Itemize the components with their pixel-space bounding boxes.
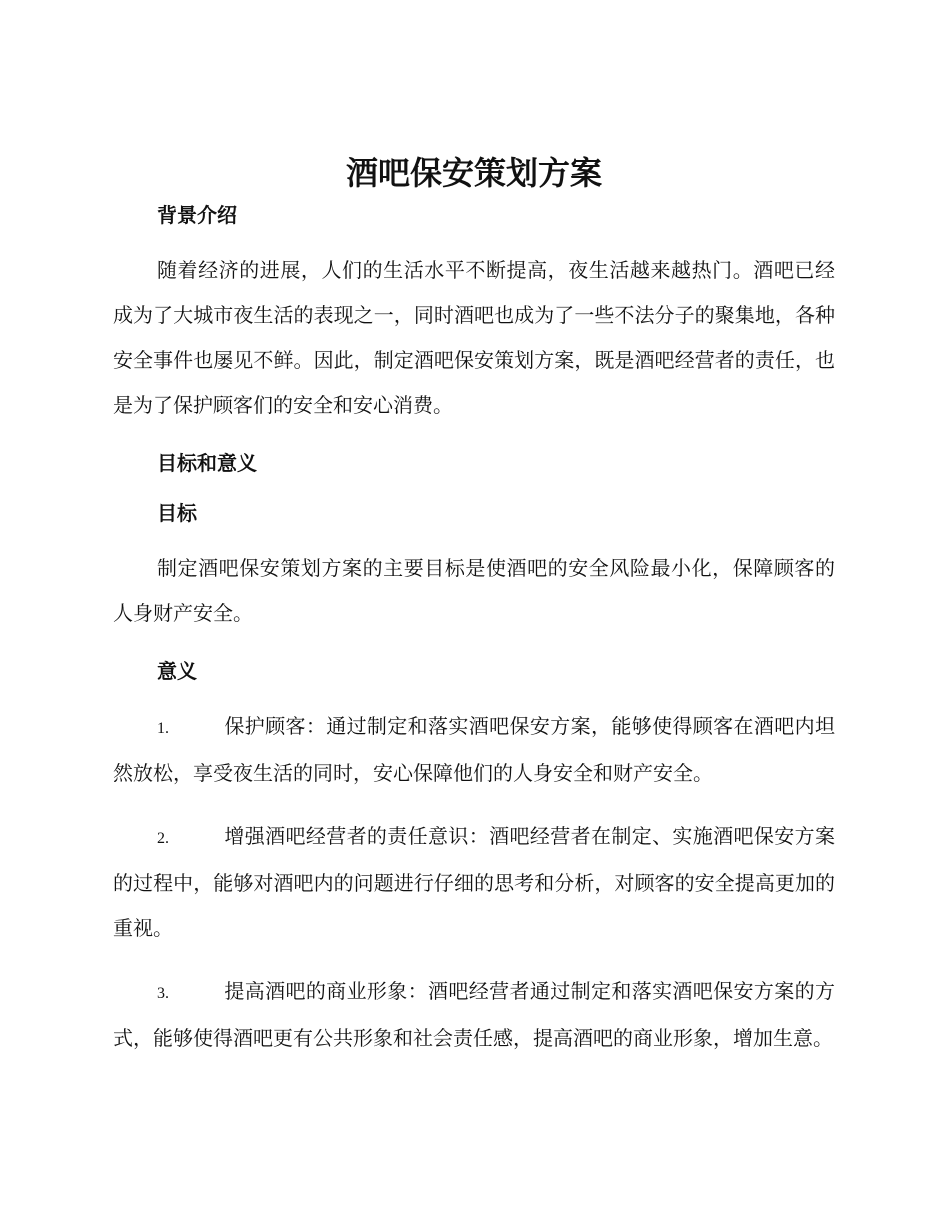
- spacer: [113, 636, 835, 656]
- document-page: [113, 150, 835, 1061]
- spacer: [113, 478, 835, 498]
- spacer: [113, 230, 835, 248]
- paragraph-background: 随着经济的进展，人们的生活水平不断提高，夜生活越来越热门。酒吧已经成为了大城市夜生活的表现之一，同时酒吧也成为了一些不法分子的聚集地，各种安全事件也屡见不鲜。因此，制定酒吧保安策划方案，既是酒吧经营者的责任，也是为了保护顾客们的安全和安心消费。: [113, 258, 835, 417]
- heading-goal: 目标: [157, 501, 197, 525]
- list-item-2: [113, 814, 835, 951]
- list-item-1: [113, 704, 835, 796]
- spacer: [113, 686, 835, 704]
- heading-goals-and-meaning: 目标和意义: [157, 451, 257, 475]
- list-item-text: 保护顾客：通过制定和落实酒吧保安方案，能够使得顾客在酒吧内坦然放松，享受夜生活的同时，安心保障他们的人身安全和财产安全。: [113, 714, 835, 785]
- list-item-text: 增强酒吧经营者的责任意识：酒吧经营者在制定、实施酒吧保安方案的过程中，能够对酒吧内的问题进行仔细的思考和分析，对顾客的安全提高更加的重视。: [113, 824, 835, 940]
- list-item-3: [113, 969, 835, 1061]
- spacer: [113, 428, 835, 448]
- spacer: [113, 528, 835, 546]
- document-title: 酒吧保安策划方案: [345, 154, 602, 192]
- list-item-text: 提高酒吧的商业形象：酒吧经营者通过制定和落实酒吧保安方案的方式，能够使得酒吧更有公共形象和社会责任感，提高酒吧的商业形象，增加生意。: [113, 979, 835, 1050]
- list-number: 3.: [157, 985, 169, 1002]
- spacer: [113, 796, 835, 814]
- paragraph-goal: 制定酒吧保安策划方案的主要目标是使酒吧的安全风险最小化，保障顾客的人身财产安全。: [113, 556, 835, 625]
- spacer: [113, 951, 835, 969]
- list-number: 2.: [157, 830, 169, 847]
- list-number: 1.: [157, 720, 169, 737]
- heading-background: 背景介绍: [157, 203, 237, 227]
- heading-meaning: 意义: [157, 659, 197, 683]
